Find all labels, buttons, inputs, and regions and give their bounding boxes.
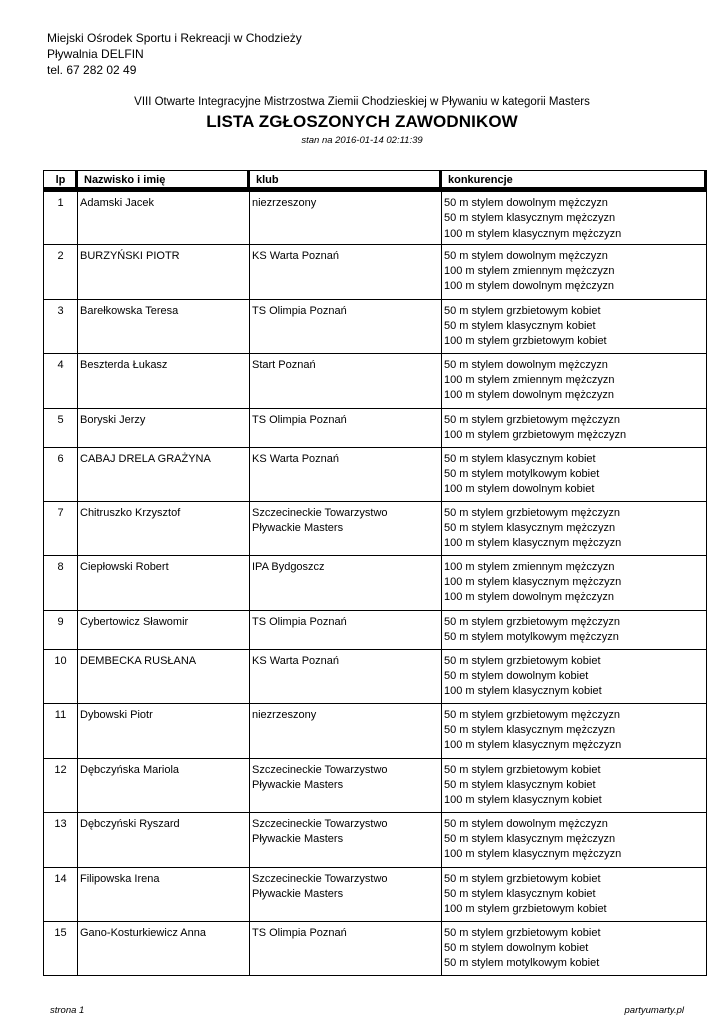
event-line: 50 m stylem klasycznym mężczyzn <box>444 723 616 736</box>
event-line: 50 m stylem grzbietowym mężczyzn <box>444 615 621 628</box>
competitor-name: Barełkowska Teresa <box>78 299 250 353</box>
club-line: Pływackie Masters <box>252 832 344 845</box>
table-header-row <box>44 171 707 191</box>
column-header-name: Nazwisko i imię <box>78 171 250 191</box>
event-line: 100 m stylem klasycznym mężczyzn <box>444 575 622 588</box>
competitor-name: Filipowska Irena <box>78 867 250 921</box>
table-body <box>44 190 707 975</box>
competitor-events <box>442 812 707 867</box>
club-line: KS Warta Poznań <box>252 249 340 262</box>
competitor-club <box>250 758 442 812</box>
competitor-name: Ciepłowski Robert <box>78 555 250 610</box>
competitor-events <box>442 758 707 812</box>
event-line: 100 m stylem klasycznym mężczyzn <box>444 227 622 240</box>
venue-name: Pływalnia DELFIN <box>47 47 144 61</box>
event-line: 50 m stylem motylkowym mężczyzn <box>444 630 619 643</box>
competitor-events <box>442 921 707 975</box>
event-line: 50 m stylem motylkowym kobiet <box>444 467 600 480</box>
event-line: 50 m stylem klasycznym kobiet <box>444 319 596 332</box>
competitor-events <box>442 244 707 299</box>
event-line: 100 m stylem grzbietowym mężczyzn <box>444 428 627 441</box>
event-line: 50 m stylem klasycznym mężczyzn <box>444 832 616 845</box>
competitor-name: DEMBECKA RUSŁANA <box>78 649 250 703</box>
club-line: TS Olimpia Poznań <box>252 926 347 939</box>
row-lp: 15 <box>44 921 78 975</box>
table-row <box>44 353 707 408</box>
club-line: Szczecineckie Towarzystwo <box>252 872 388 885</box>
competitor-name: Dybowski Piotr <box>78 703 250 758</box>
event-line: 100 m stylem dowolnym mężczyzn <box>444 591 614 604</box>
table-row <box>44 812 707 867</box>
club-line: Start Poznań <box>252 358 316 371</box>
competitor-club <box>250 408 442 447</box>
event-line: 100 m stylem zmiennym mężczyzn <box>444 373 615 386</box>
row-lp: 2 <box>44 244 78 299</box>
event-line: 50 m stylem klasycznym mężczyzn <box>444 212 616 225</box>
table-row <box>44 190 707 244</box>
event-line: 50 m stylem grzbietowym mężczyzn <box>444 506 621 519</box>
column-header-lp: lp <box>44 171 78 191</box>
table-row <box>44 244 707 299</box>
event-line: 100 m stylem klasycznym mężczyzn <box>444 537 622 550</box>
table-row <box>44 867 707 921</box>
row-lp: 4 <box>44 353 78 408</box>
event-line: 50 m stylem grzbietowym mężczyzn <box>444 708 621 721</box>
competitor-name: Adamski Jacek <box>78 190 250 244</box>
entries-table <box>43 170 707 976</box>
competitor-club <box>250 921 442 975</box>
competitor-events <box>442 610 707 649</box>
competitor-club <box>250 867 442 921</box>
competitor-name: BURZYŃSKI PIOTR <box>78 244 250 299</box>
competitor-events <box>442 867 707 921</box>
competitor-name: Chitruszko Krzysztof <box>78 501 250 555</box>
competitor-club <box>250 299 442 353</box>
column-header-club: klub <box>250 171 442 191</box>
competitor-events <box>442 408 707 447</box>
row-lp: 9 <box>44 610 78 649</box>
event-line: 50 m stylem klasycznym kobiet <box>444 452 596 465</box>
event-line: 50 m stylem klasycznym kobiet <box>444 778 596 791</box>
event-line: 100 m stylem dowolnym mężczyzn <box>444 280 614 293</box>
club-line: Pływackie Masters <box>252 778 344 791</box>
row-lp: 6 <box>44 447 78 501</box>
event-line: 100 m stylem klasycznym kobiet <box>444 794 602 807</box>
competitor-name: Dębczyńska Mariola <box>78 758 250 812</box>
table-row <box>44 758 707 812</box>
row-lp: 12 <box>44 758 78 812</box>
event-line: 50 m stylem dowolnym mężczyzn <box>444 197 608 209</box>
column-header-events: konkurencje <box>442 171 707 191</box>
event-line: 100 m stylem dowolnym mężczyzn <box>444 389 614 402</box>
event-line: 50 m stylem motylkowym kobiet <box>444 957 600 970</box>
competitor-club <box>250 703 442 758</box>
club-line: KS Warta Poznań <box>252 654 340 667</box>
competitor-club <box>250 610 442 649</box>
club-line: IPA Bydgoszcz <box>252 560 325 573</box>
club-line: Szczecineckie Towarzystwo <box>252 817 388 830</box>
event-line: 100 m stylem zmiennym mężczyzn <box>444 560 615 573</box>
status-timestamp: stan na 2016-01-14 02:11:39 <box>301 135 423 146</box>
event-line: 50 m stylem dowolnym mężczyzn <box>444 249 608 262</box>
club-line: TS Olimpia Poznań <box>252 615 347 628</box>
competitor-events <box>442 190 707 244</box>
event-line: 100 m stylem klasycznym mężczyzn <box>444 848 622 861</box>
event-line: 100 m stylem zmiennym mężczyzn <box>444 264 615 277</box>
competitor-club <box>250 812 442 867</box>
competitor-name: Beszterda Łukasz <box>78 353 250 408</box>
row-lp: 10 <box>44 649 78 703</box>
event-line: 100 m stylem grzbietowym kobiet <box>444 903 607 916</box>
org-phone: tel. 67 282 02 49 <box>47 63 137 77</box>
competitor-events <box>442 299 707 353</box>
event-line: 50 m stylem grzbietowym kobiet <box>444 926 601 939</box>
competitor-events <box>442 501 707 555</box>
competitor-club <box>250 190 442 244</box>
competitor-name: Dębczyński Ryszard <box>78 812 250 867</box>
table-row <box>44 921 707 975</box>
table-row <box>44 299 707 353</box>
competitor-name: CABAJ DRELA GRAŻYNA <box>78 447 250 501</box>
competitor-club <box>250 447 442 501</box>
competitor-events <box>442 447 707 501</box>
competitor-name: Cybertowicz Sławomir <box>78 610 250 649</box>
competitor-club <box>250 501 442 555</box>
event-line: 50 m stylem grzbietowym kobiet <box>444 304 601 317</box>
event-line: 50 m stylem grzbietowym kobiet <box>444 763 601 776</box>
event-line: 50 m stylem grzbietowym mężczyzn <box>444 413 621 426</box>
competitor-events <box>442 555 707 610</box>
event-line: 50 m stylem grzbietowym kobiet <box>444 654 601 667</box>
page-title: LISTA ZGŁOSZONYCH ZAWODNIKOW <box>206 112 518 131</box>
row-lp: 7 <box>44 501 78 555</box>
event-line: 100 m stylem dowolnym kobiet <box>444 483 595 496</box>
competitor-name: Gano-Kosturkiewicz Anna <box>78 921 250 975</box>
table-row <box>44 408 707 447</box>
event-line: 50 m stylem dowolnym mężczyzn <box>444 817 608 830</box>
row-lp: 13 <box>44 812 78 867</box>
table-row <box>44 649 707 703</box>
event-line: 50 m stylem grzbietowym kobiet <box>444 872 601 885</box>
org-name: Miejski Ośrodek Sportu i Rekreacji w Chodzieży <box>47 31 302 45</box>
row-lp: 11 <box>44 703 78 758</box>
event-line: 100 m stylem klasycznym kobiet <box>444 685 602 698</box>
event-line: 50 m stylem klasycznym kobiet <box>444 887 596 900</box>
event-line: 100 m stylem klasycznym mężczyzn <box>444 739 622 752</box>
table-row <box>44 501 707 555</box>
competitor-events <box>442 703 707 758</box>
organization-header <box>47 30 302 78</box>
competitor-name: Boryski Jerzy <box>78 408 250 447</box>
table-row <box>44 610 707 649</box>
row-lp: 5 <box>44 408 78 447</box>
club-line: Szczecineckie Towarzystwo <box>252 763 388 776</box>
table-row <box>44 447 707 501</box>
source-label: partyumarty.pl <box>624 1005 684 1016</box>
competitor-events <box>442 353 707 408</box>
competitor-club <box>250 353 442 408</box>
event-title: VIII Otwarte Integracyjne Mistrzostwa Ziemii Chodzieskiej w Pływaniu w kategorii Masters <box>134 96 590 108</box>
club-line: niezrzeszony <box>252 708 317 721</box>
club-line: TS Olimpia Poznań <box>252 304 347 317</box>
event-line: 50 m stylem dowolnym kobiet <box>444 941 589 954</box>
page-number: strona 1 <box>50 1005 85 1016</box>
table-row <box>44 703 707 758</box>
event-line: 100 m stylem grzbietowym kobiet <box>444 335 607 348</box>
row-lp: 3 <box>44 299 78 353</box>
club-line: niezrzeszony <box>252 197 317 209</box>
event-line: 50 m stylem dowolnym kobiet <box>444 669 589 682</box>
club-line: TS Olimpia Poznań <box>252 413 347 426</box>
club-line: Pływackie Masters <box>252 521 344 534</box>
event-line: 50 m stylem klasycznym mężczyzn <box>444 521 616 534</box>
event-line: 50 m stylem dowolnym mężczyzn <box>444 358 608 371</box>
club-line: KS Warta Poznań <box>252 452 340 465</box>
competitor-club <box>250 244 442 299</box>
table-row <box>44 555 707 610</box>
competitor-club <box>250 649 442 703</box>
row-lp: 8 <box>44 555 78 610</box>
row-lp: 1 <box>44 190 78 244</box>
competitor-events <box>442 649 707 703</box>
club-line: Pływackie Masters <box>252 887 344 900</box>
row-lp: 14 <box>44 867 78 921</box>
club-line: Szczecineckie Towarzystwo <box>252 506 388 519</box>
competitor-club <box>250 555 442 610</box>
